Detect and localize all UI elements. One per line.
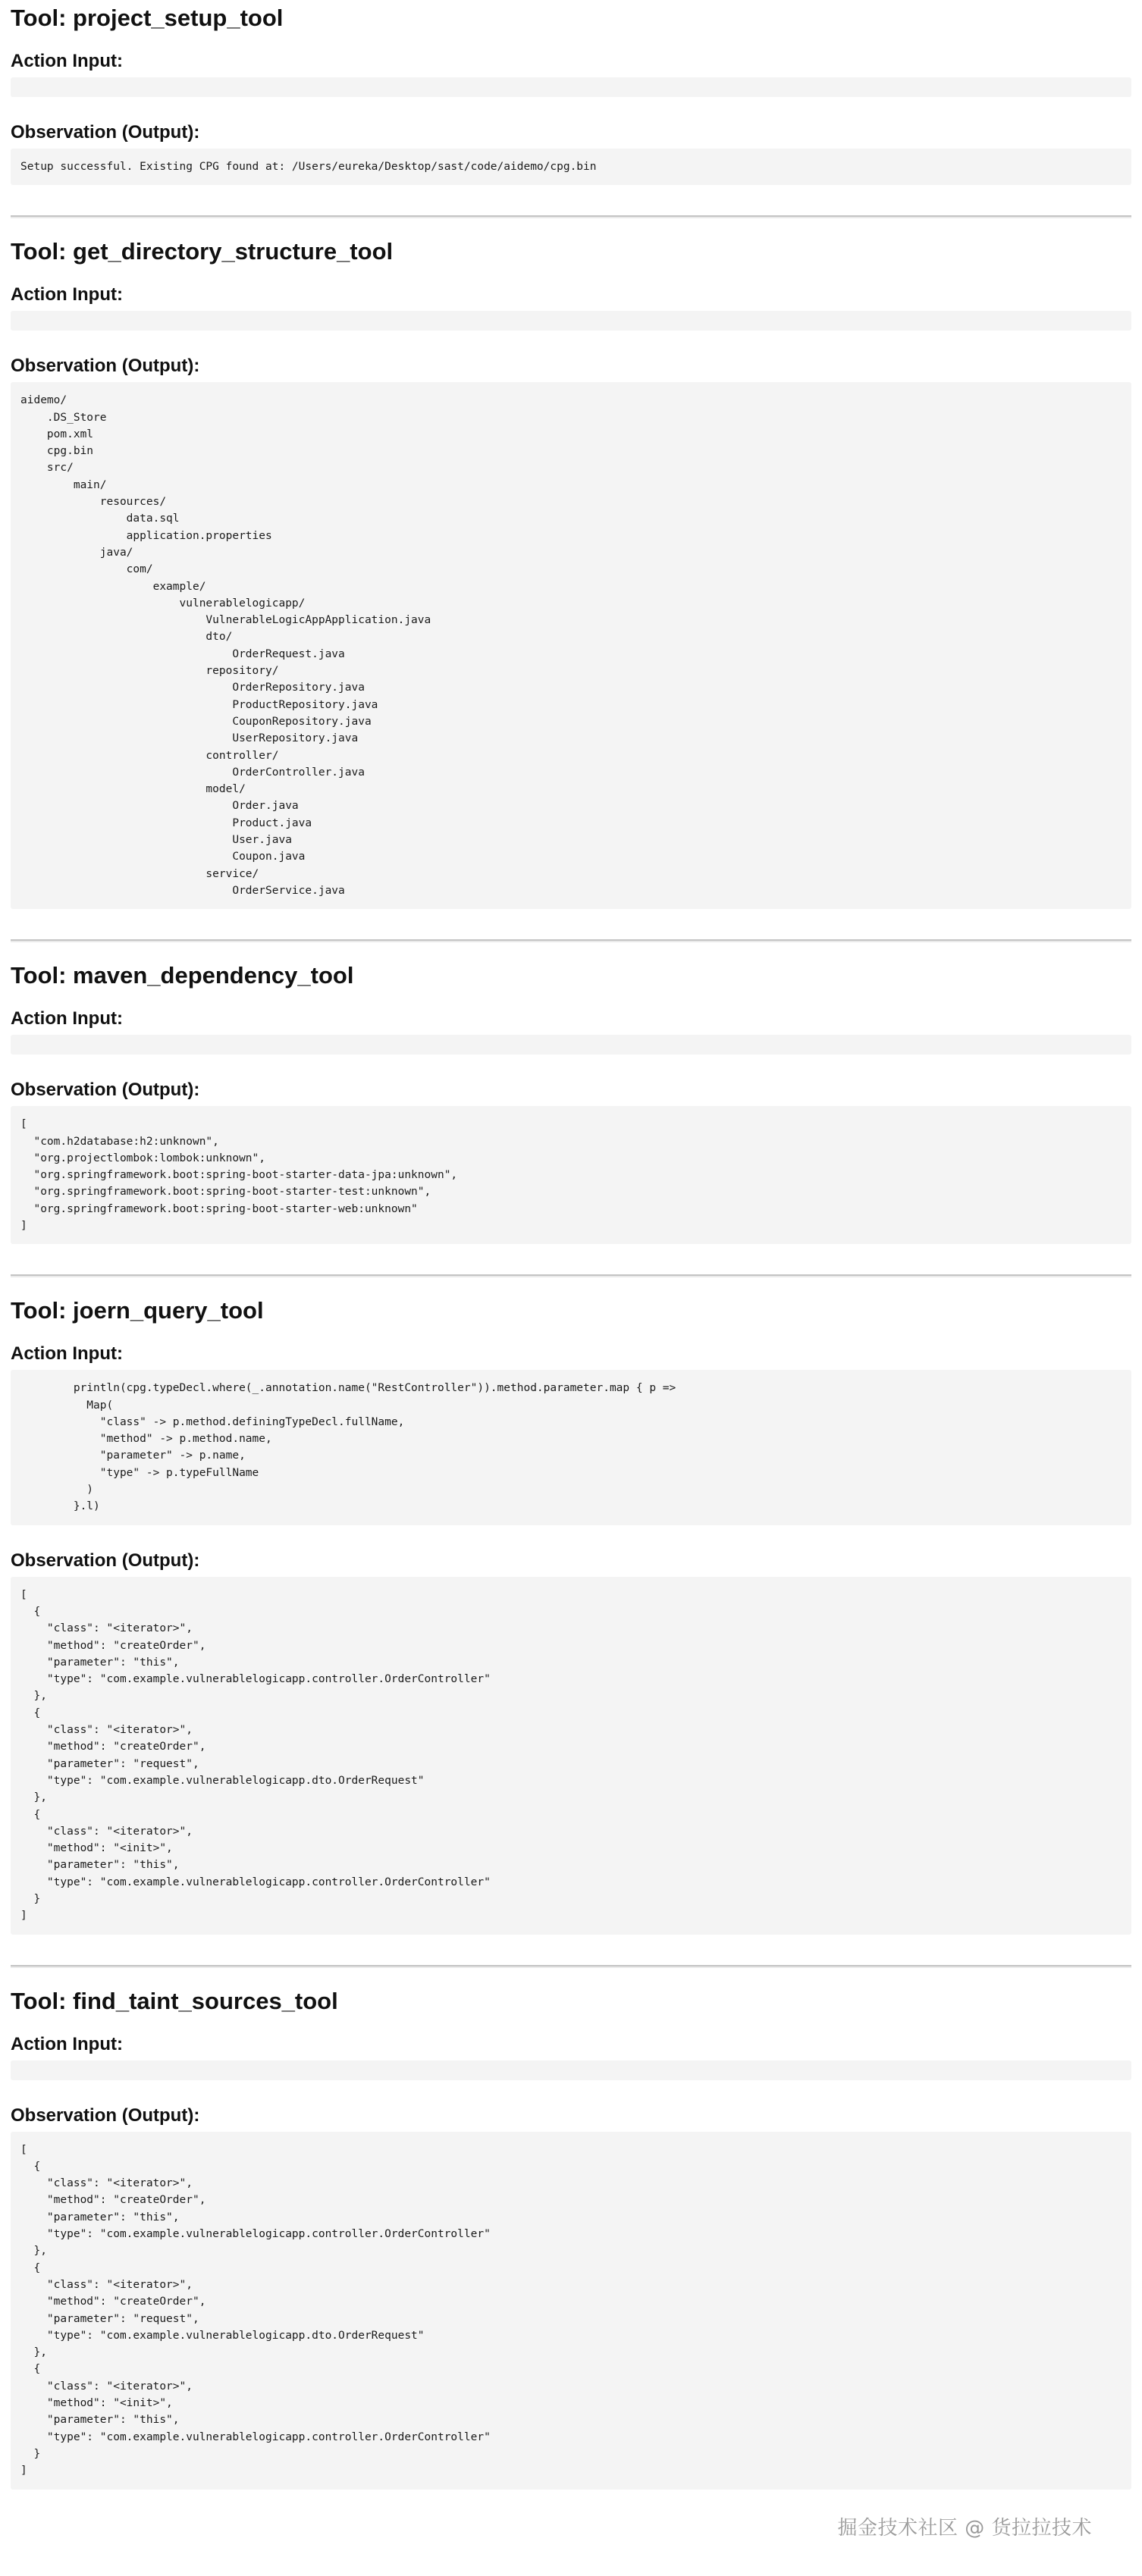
tool-title: Tool: maven_dependency_tool (11, 962, 354, 989)
tool-title: Tool: project_setup_tool (11, 5, 284, 31)
observation-block: [ { "class": "<iterator>", "method": "createOrder", "parameter": "this", "type": "com.example.vulnerablelogicapp.controller.OrderController" }, { "class": "<iterator>", "method": "createOrder", "parameter": "request", "type": "com.example.vulnerablelogicapp.dto.OrderRequest" }, { "class": "<iterator>", "method": "<init>", "parameter": "this", "type": "com.example.vulnerablelogicapp.controller.OrderController" } ] (11, 2132, 1131, 2490)
tool-title: Tool: joern_query_tool (11, 1297, 264, 1324)
observation-block: [ "com.h2database:h2:unknown", "org.projectlombok:lombok:unknown", "org.springframework.boot:spring-boot-starter-data-jpa:unknown", "org.springframework.boot:spring-boot-starter-test:unknown", "org.springframework.boot:spring-boot-starter-web:unknown" ] (11, 1106, 1131, 1244)
observation-block: [ { "class": "<iterator>", "method": "createOrder", "parameter": "this", "type": "com.example.vulnerablelogicapp.controller.OrderController" }, { "class": "<iterator>", "method": "createOrder", "parameter": "request", "type": "com.example.vulnerablelogicapp.dto.OrderRequest" }, { "class": "<iterator>", "method": "<init>", "parameter": "this", "type": "com.example.vulnerablelogicapp.controller.OrderController" } ] (11, 1577, 1131, 1935)
tool-section-joern-query (11, 1293, 1131, 1961)
action-input-heading: Action Input: (11, 1343, 123, 1365)
observation-block: Setup successful. Existing CPG found at: /Users/eureka/Desktop/sast/code/aidemo/cpg.bin (11, 149, 1131, 185)
action-input-block (11, 2060, 1131, 2080)
section-divider (11, 1274, 1131, 1277)
observation-block: aidemo/ .DS_Store pom.xml cpg.bin src/ main/ resources/ data.sql application.properties java/ com/ example/ vulnerablelogicapp/ VulnerableLogicAppApplication.java dto/ OrderRequest.java repository/ OrderRepository.java ProductRepository.java CouponRepository.java UserRepository.java controller/ OrderController.java model/ Order.java Product.java User.java Coupon.java service/ OrderService.java (11, 382, 1131, 909)
observation-heading: Observation (Output): (11, 2104, 200, 2126)
tool-section-directory-structure (11, 233, 1131, 936)
watermark: 掘金技术社区 @ 货拉拉技术 (837, 2517, 1092, 2540)
action-input-block (11, 77, 1131, 97)
action-input-heading: Action Input: (11, 2033, 123, 2054)
section-divider (11, 939, 1131, 942)
tool-section-project-setup (11, 0, 1131, 212)
action-input-heading: Action Input: (11, 284, 123, 306)
section-divider (11, 215, 1131, 218)
action-input-block: println(cpg.typeDecl.where(_.annotation.name("RestController")).method.parameter.map { p => Map( "class" -> p.method.definingTypeDecl.fullName, "method" -> p.method.name, "parameter" -> p.name, "type" -> p.typeFullName ) }.l) (11, 1370, 1131, 1525)
action-input-block (11, 1035, 1131, 1055)
action-input-heading: Action Input: (11, 1008, 123, 1029)
action-input-heading: Action Input: (11, 51, 123, 71)
tool-title: Tool: get_directory_structure_tool (11, 238, 394, 265)
observation-heading: Observation (Output): (11, 1080, 200, 1101)
observation-heading: Observation (Output): (11, 1550, 200, 1571)
section-divider (11, 1965, 1131, 1968)
observation-heading: Observation (Output): (11, 356, 200, 377)
tool-section-find-taint-sources (11, 1983, 1131, 2517)
tool-section-maven-dependency (11, 957, 1131, 1271)
action-input-block (11, 311, 1131, 331)
tool-title: Tool: find_taint_sources_tool (11, 1987, 338, 2014)
observation-heading: Observation (Output): (11, 122, 200, 143)
